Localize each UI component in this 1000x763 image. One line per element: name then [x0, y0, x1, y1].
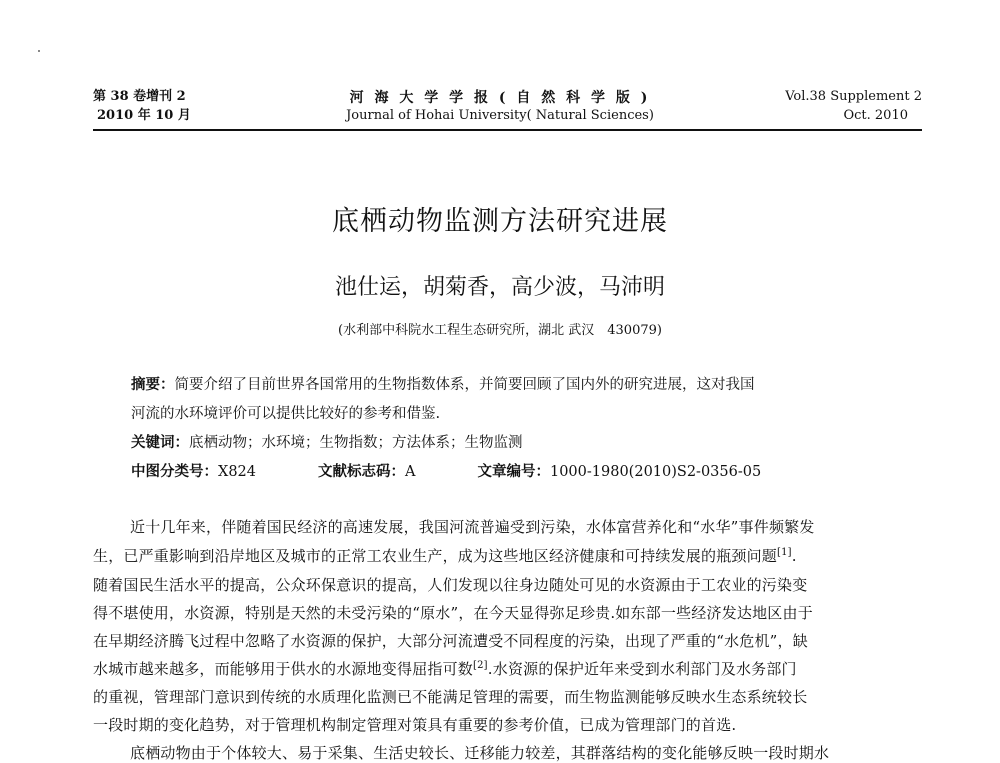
journal-name-cn: 河 海 大 学 学 报 ( 自 然 科 学 版 )	[349, 90, 651, 106]
abstract-line-1	[131, 373, 755, 394]
abstract-line-2: 河流的水环境评价可以提供比较好的参考和借鉴.	[131, 406, 441, 422]
article-no-label: 文章编号：	[477, 464, 550, 480]
body-line: 底栖动物由于个体较大、易于采集、生活史较长、迁移能力较差，其群落结构的变化能够反映一段时期水	[130, 744, 830, 762]
keywords-text: 底栖动物；水环境；生物指数；方法体系；生物监测	[189, 435, 523, 451]
keywords-line	[131, 431, 523, 452]
body-line	[93, 545, 922, 566]
date-en: Oct. 2010	[843, 108, 908, 123]
scan-speck	[38, 50, 40, 52]
citation-ref: [2]	[473, 660, 488, 671]
clc-label: 中图分类号：	[131, 464, 218, 480]
body-line	[93, 658, 922, 679]
affiliation: (水利部中科院水工程生态研究所，湖北 武汉 430079)	[338, 323, 662, 338]
doc-code-label: 文献标志码：	[318, 464, 405, 480]
doc-code-value: A	[405, 464, 416, 480]
volume-issue: 第 38 卷增刊 2	[93, 89, 186, 104]
body-line: 近十几年来，伴随着国民经济的高速发展，我国河流普遍受到污染，水体富营养化和“水华”事件频繁发	[130, 518, 815, 536]
body-line: 在早期经济腾飞过程中忽略了水资源的保护，大部分河流遭受不同程度的污染，出现了严重的“水危机”，缺	[93, 632, 808, 650]
body-text: .	[791, 547, 797, 565]
header-rule	[93, 129, 922, 131]
body-line: 随着国民生活水平的提高，公众环保意识的提高，人们发现以往身边随处可见的水资源由于工农业的污染变	[93, 576, 808, 594]
journal-name-en: Journal of Hohai University( Natural Sciences)	[346, 108, 654, 123]
article-title: 底栖动物监测方法研究进展	[332, 206, 668, 237]
citation-ref: [1]	[777, 547, 792, 558]
body-line: 的重视，管理部门意识到传统的水质理化监测已不能满足管理的需要，而生物监测能够反映水生态系统较长	[93, 688, 808, 706]
keywords-label: 关键词：	[131, 435, 189, 451]
body-line: 得不堪使用，水资源，特别是天然的未受污染的“原水”，在今天显得弥足珍贵.如东部一些经济发达地区由于	[93, 604, 813, 622]
abstract-text-1: 简要介绍了目前世界各国常用的生物指数体系，并简要回顾了国内外的研究进展，这对我国	[174, 377, 755, 393]
author-list: 池仕运，胡菊香，高少波，马沛明	[334, 275, 665, 300]
body-text: .水资源的保护近年来受到水利部门及水务部门	[487, 660, 797, 678]
clc-value: X824	[218, 464, 256, 480]
issue-date: 2010 年 10 月	[97, 108, 191, 123]
body-text: 水城市越来越多，而能够用于供水的水源地变得屈指可数	[93, 660, 474, 678]
article-no-value: 1000-1980(2010)S2-0356-05	[549, 464, 762, 480]
body-text: 生，已严重影响到沿岸地区及城市的正常工农业生产，成为这些地区经济健康和可持续发展的瓶颈问题	[93, 547, 778, 565]
classification-line	[131, 460, 761, 481]
abstract-label: 摘要：	[131, 377, 175, 393]
body-line: 一段时期的变化趋势，对于管理机构制定管理对策具有重要的参考价值，已成为管理部门的首选.	[93, 716, 737, 734]
volume-en: Vol.38 Supplement 2	[785, 89, 922, 104]
